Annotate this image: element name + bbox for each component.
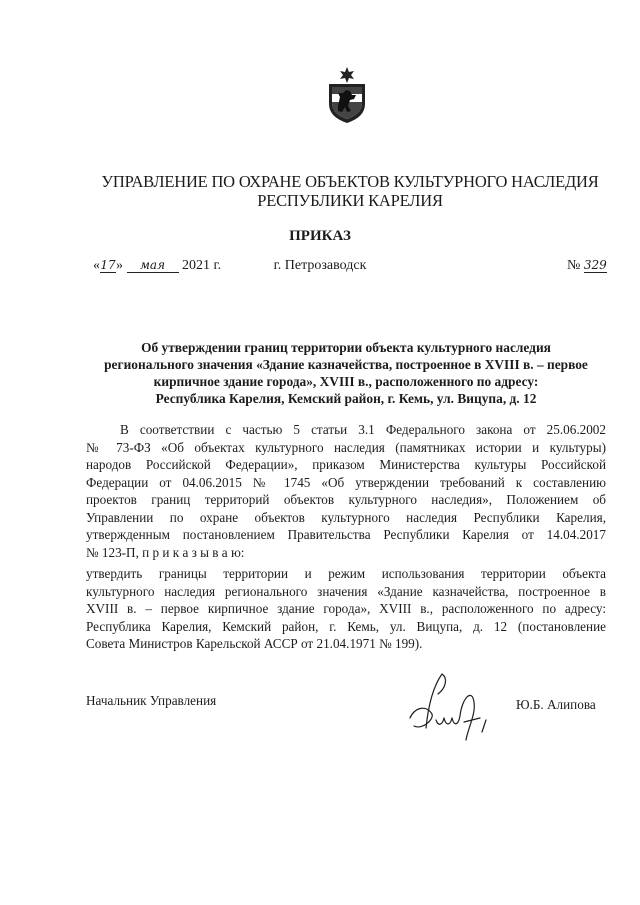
- date-day: 17: [100, 258, 116, 272]
- order-subject: [86, 339, 606, 407]
- organization-name-line2: РЕСПУБЛИКИ КАРЕЛИЯ: [257, 191, 443, 210]
- preamble-line: Управлении по охране объектов культурного наследия Республики Карелия,: [86, 509, 606, 525]
- order-paragraph: [86, 565, 606, 653]
- order-line: XVIII в. – первое кирпичное здание города», XVIII в., расположенного по адресу:: [86, 601, 606, 616]
- order-line: Республика Карелия, Кемский район, г. Кемь, ул. Вицупа, д. 12 (постановление: [86, 618, 606, 634]
- order-line: культурного наследия регионального значения «Здание казначейства, построенное в: [86, 583, 606, 599]
- subject-line: регионального значения «Здание казначейства, построенное в XVIII в. – первое: [104, 357, 588, 372]
- coat-of-arms-karelia-icon: [326, 66, 368, 124]
- order-number-value: 329: [583, 258, 607, 272]
- order-line: Совета Министров Карельской АССР от 21.04.1971 № 199).: [86, 636, 423, 651]
- signatory-position: Начальник Управления: [86, 693, 217, 708]
- subject-line: Об утверждении границ территории объекта культурного наследия: [141, 340, 551, 355]
- subject-line: кирпичное здание города», XVIII в., расположенного по адресу:: [153, 374, 539, 389]
- preamble-line: проектов границ территорий объектов культурного наследия», Положением об: [86, 492, 606, 507]
- date-year: 2021 г.: [182, 258, 222, 273]
- preamble-paragraph: [86, 421, 606, 561]
- signatory-name: Ю.Б. Алипова: [516, 697, 596, 712]
- document-type-title: ПРИКАЗ: [289, 228, 351, 244]
- preamble-line: В соответствии с частью 5 статьи 3.1 Федерального закона от 25.06.2002: [120, 422, 606, 437]
- handwritten-signature: [402, 668, 498, 746]
- organization-name-line1: УПРАВЛЕНИЕ ПО ОХРАНЕ ОБЪЕКТОВ КУЛЬТУРНОГО НАСЛЕДИЯ: [101, 172, 599, 191]
- preamble-line: народов Российской Федерации», приказом Министерства культуры Российской: [86, 457, 606, 472]
- subject-line: Республика Карелия, Кемский район, г. Кемь, ул. Вицупа, д. 12: [155, 391, 537, 406]
- date-open-quote: «: [93, 258, 100, 273]
- preamble-line: № 123-П, п р и к а з ы в а ю:: [86, 544, 245, 560]
- order-line: утвердить границы территории и режим использования территории объекта: [86, 566, 606, 581]
- order-number-prefix: №: [567, 258, 581, 273]
- order-number: [567, 258, 607, 274]
- city: г. Петрозаводск: [273, 258, 367, 273]
- date-month: мая: [127, 258, 179, 273]
- preamble-line: № 73-ФЗ «Об объектах культурного наследия (памятниках истории и культуры): [86, 439, 606, 455]
- preamble-line: утвержденным постановлением Правительства Республики Карелия от 14.04.2017: [86, 527, 606, 542]
- preamble-line: Федерации от 04.06.2015 № 1745 «Об утверждении требований к составлению: [86, 474, 606, 490]
- date-close-quote: »: [116, 258, 123, 273]
